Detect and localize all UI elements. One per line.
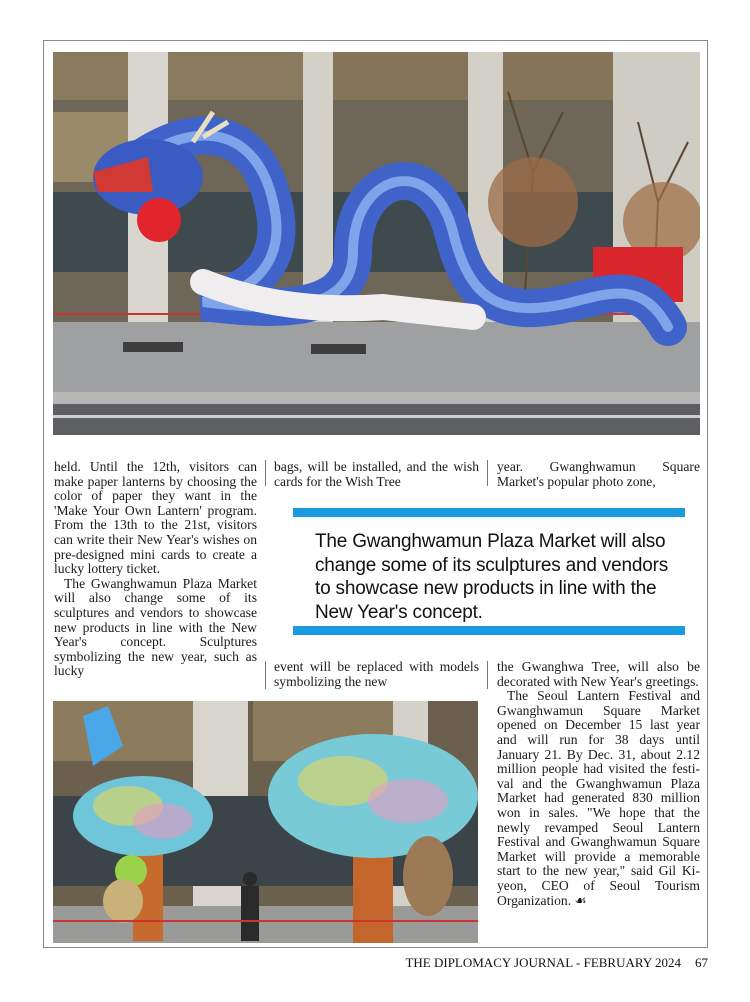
column-divider — [487, 661, 488, 689]
column-divider — [265, 661, 266, 689]
article-column-2-top — [274, 460, 479, 490]
article-paragraph: the Gwanghwa Tree, will also be decorated with New Year's greetings. — [497, 660, 700, 689]
article-paragraph-text: The Seoul Lantern Festival and Gwanghwamun Square Market opened on December 15 last year and will run for 38 days until January 21. By Dec. 31, about 2.12 million people had visited the festival and the Gwanghwamun Plaza Market had generated 830 million won in sales. "We hope that the newly revamped Seoul Lantern Festival and Gwanghwamun Square Market will provide a memorable start to the new year," said Gil Ki-yeon, CEO of Seoul Tourism Organization. — [497, 688, 700, 908]
end-mark-icon: ☙ — [574, 892, 587, 908]
article-paragraph: bags, will be installed, and the wish cards for the Wish Tree — [274, 460, 479, 489]
article-column-3-top — [497, 460, 700, 490]
article-column-2-bottom — [274, 660, 479, 690]
article-paragraph — [497, 689, 700, 908]
article-paragraph: event will be replaced with models symbolizing the new — [274, 660, 479, 689]
article-paragraph: held. Until the 12th, visitors can make paper lanterns by choosing the color of paper they want in the 'Make Your Own Lantern' program. From the 13th to the 21st, visitors can write their New Year's wishes on pre-designed mini cards to create a lucky lottery ticket. — [54, 460, 257, 577]
publication-name: THE DIPLOMACY JOURNAL - FEBRUARY 2024 — [405, 955, 681, 970]
article-column-3-bottom — [497, 660, 700, 948]
dragon-sculpture-photo — [53, 52, 700, 435]
pull-quote-top-bar — [293, 508, 685, 517]
page-number: 67 — [695, 955, 708, 970]
column-divider — [487, 460, 488, 486]
pull-quote-text: The Gwanghwamun Plaza Market will also change some of its sculptures and vendors to showcase new products in line with the New Year's concept. — [315, 531, 669, 623]
article-column-1 — [54, 460, 257, 691]
pull-quote — [293, 508, 685, 636]
tree-sculpture-photo — [53, 701, 478, 943]
article-paragraph: year. Gwanghwamun Square Market's popular photo zone, — [497, 460, 700, 489]
article-paragraph: The Gwanghwamun Plaza Market will also change some of its sculptures and vendors to showcase new products in line with the New Year's concept. Sculptures symbolizing the new year, such as lucky — [54, 575, 257, 679]
page-footer — [0, 955, 708, 971]
pull-quote-bottom-bar — [293, 626, 685, 635]
column-divider — [265, 460, 266, 486]
